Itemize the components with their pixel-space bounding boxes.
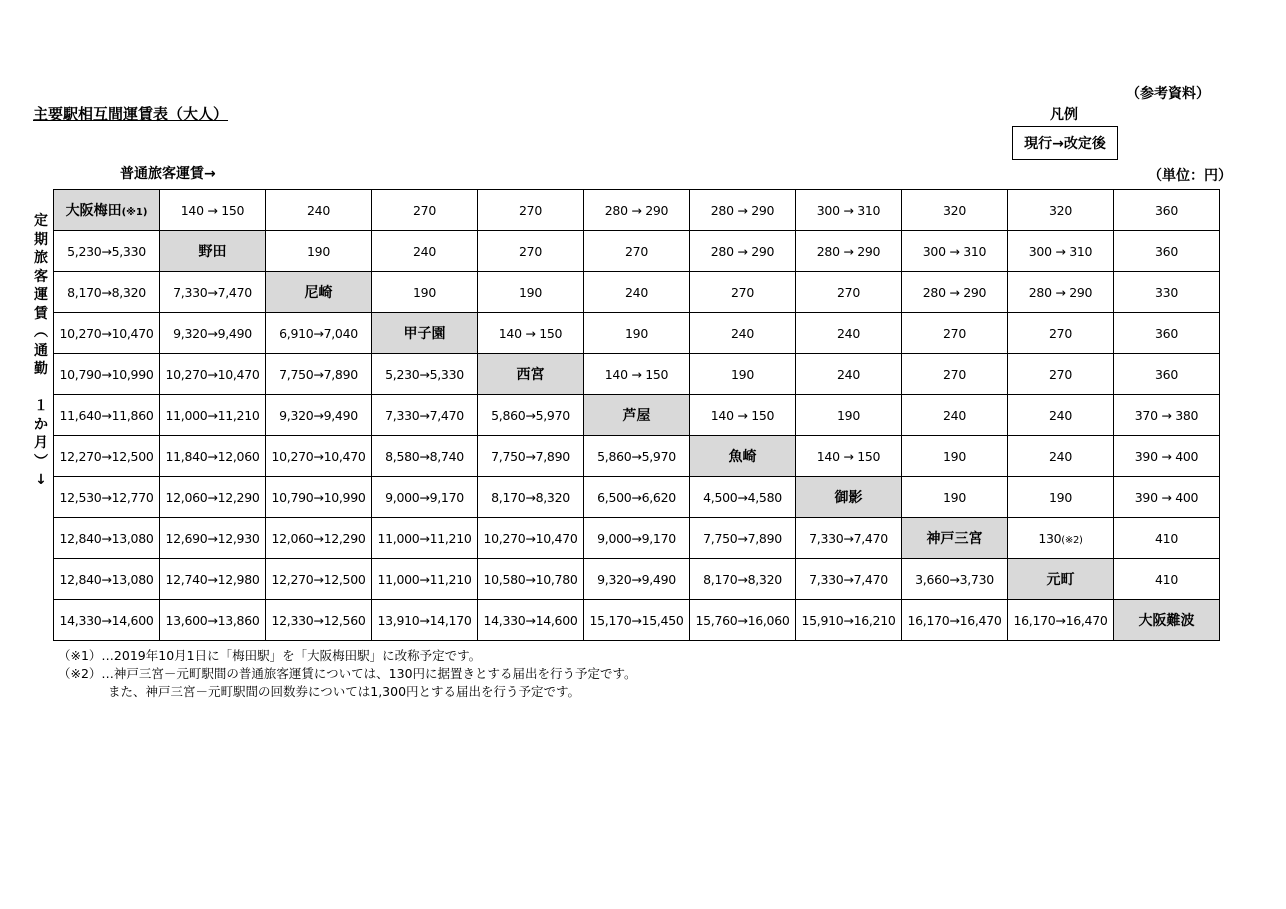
commuter-label-char: 勤 <box>34 361 48 377</box>
cell-value: 240 <box>943 407 966 423</box>
fare-cell <box>690 518 796 559</box>
fare-cell <box>796 313 902 354</box>
fare-cell <box>266 518 372 559</box>
cell-value: 140 → 150 <box>604 366 669 382</box>
cell-value: 14,330→14,600 <box>483 612 578 628</box>
fare-cell <box>1008 518 1114 559</box>
fare-cell <box>1008 436 1114 477</box>
cell-value: 10,270→10,470 <box>483 530 578 546</box>
fare-cell <box>372 600 478 641</box>
table-row <box>54 313 1220 354</box>
fare-cell <box>690 477 796 518</box>
cell-value: 300 → 310 <box>922 243 987 259</box>
cell-value: 190 <box>519 284 542 300</box>
cell-value: 390 → 400 <box>1134 448 1199 464</box>
fare-cell <box>902 477 1008 518</box>
fare-cell <box>160 190 266 231</box>
fare-cell <box>54 477 160 518</box>
fare-cell <box>1114 395 1220 436</box>
station-cell <box>902 518 1008 559</box>
station-cell <box>372 313 478 354</box>
fare-cell <box>160 436 266 477</box>
cell-value: 140 → 150 <box>710 407 775 423</box>
fare-cell <box>54 272 160 313</box>
fare-cell <box>372 518 478 559</box>
fare-cell <box>160 477 266 518</box>
cell-value: 芦屋 <box>622 408 651 424</box>
cell-value: 9,320→9,490 <box>597 571 676 587</box>
cell-value: 270 <box>1049 366 1072 382</box>
fare-cell <box>372 231 478 272</box>
fare-cell <box>372 190 478 231</box>
cell-value: 10,270→10,470 <box>271 448 366 464</box>
table-row <box>54 231 1220 272</box>
cell-value: 270 <box>943 366 966 382</box>
fare-cell <box>372 272 478 313</box>
fare-cell <box>584 600 690 641</box>
cell-value: 280 → 290 <box>710 243 775 259</box>
cell-value: 130 <box>1038 530 1062 546</box>
cell-value: 6,910→7,040 <box>279 325 358 341</box>
fare-cell <box>690 354 796 395</box>
fare-cell <box>584 559 690 600</box>
note-1: （※1）…2019年10月1日に「梅田駅」を「大阪梅田駅」に改称予定です。 <box>58 648 482 663</box>
table-row <box>54 559 1220 600</box>
cell-value: 140 → 150 <box>498 325 563 341</box>
cell-value: 5,230→5,330 <box>67 243 146 259</box>
cell-value: 320 <box>1049 202 1072 218</box>
fare-cell <box>478 600 584 641</box>
commuter-label-char: ↓ <box>35 472 47 488</box>
legend-value: 現行→改定後 <box>1024 136 1106 152</box>
cell-value: 3,660→3,730 <box>915 571 994 587</box>
footnote-marker: (※1) <box>121 207 148 218</box>
fare-cell <box>796 559 902 600</box>
cell-value: 15,170→15,450 <box>589 612 684 628</box>
cell-value: 15,760→16,060 <box>695 612 790 628</box>
table-row <box>54 190 1220 231</box>
table-row <box>54 395 1220 436</box>
fare-cell <box>584 190 690 231</box>
fare-cell <box>160 272 266 313</box>
cell-value: 7,750→7,890 <box>491 448 570 464</box>
fare-cell <box>584 313 690 354</box>
cell-value: 410 <box>1155 530 1178 546</box>
cell-value: 240 <box>1049 448 1072 464</box>
fare-cell <box>160 600 266 641</box>
station-cell <box>266 272 372 313</box>
fare-cell <box>160 313 266 354</box>
cell-value: 15,910→16,210 <box>801 612 896 628</box>
cell-value: 10,270→10,470 <box>59 325 154 341</box>
fare-cell <box>584 354 690 395</box>
cell-value: 270 <box>519 202 542 218</box>
fare-cell <box>372 477 478 518</box>
fare-table <box>53 189 1220 641</box>
fare-cell <box>796 436 902 477</box>
fare-cell <box>690 395 796 436</box>
fare-cell <box>372 559 478 600</box>
note-3: また、神戸三宮－元町駅間の回数券については1,300円とする届出を行う予定です。 <box>108 684 581 699</box>
commuter-label-char <box>32 379 50 398</box>
fare-cell <box>266 436 372 477</box>
cell-value: 280 → 290 <box>604 202 669 218</box>
cell-value: 240 <box>837 366 860 382</box>
fare-cell <box>54 518 160 559</box>
footnote-marker: (※2) <box>1061 534 1083 546</box>
cell-value: 190 <box>731 366 754 382</box>
fare-cell <box>584 518 690 559</box>
cell-value: 魚崎 <box>728 449 757 465</box>
cell-value: 240 <box>1049 407 1072 423</box>
cell-value: 280 → 290 <box>816 243 881 259</box>
fare-cell <box>54 559 160 600</box>
cell-value: 6,500→6,620 <box>597 489 676 505</box>
commuter-label-char: 旅 <box>34 250 48 266</box>
cell-value: 8,170→8,320 <box>491 489 570 505</box>
commuter-label-char: か <box>34 416 48 433</box>
cell-value: 330 <box>1155 284 1178 300</box>
cell-value: 270 <box>731 284 754 300</box>
cell-value: 240 <box>413 243 436 259</box>
cell-value: 12,330→12,560 <box>271 612 366 628</box>
cell-value: 240 <box>731 325 754 341</box>
fare-cell <box>478 395 584 436</box>
fare-cell <box>902 231 1008 272</box>
cell-value: 11,000→11,210 <box>165 407 260 423</box>
cell-value: 13,600→13,860 <box>165 612 260 628</box>
cell-value: 11,000→11,210 <box>377 530 472 546</box>
cell-value: 神戸三宮 <box>926 531 983 547</box>
fare-cell <box>1114 354 1220 395</box>
note-2: （※2）…神戸三宮－元町駅間の普通旅客運賃については、130円に据置きとする届出を行う予定です。 <box>58 666 637 681</box>
fare-cell <box>796 600 902 641</box>
fare-cell <box>266 354 372 395</box>
cell-value: 16,170→16,470 <box>907 612 1002 628</box>
fare-cell <box>1008 354 1114 395</box>
cell-value: 190 <box>943 448 966 464</box>
station-cell <box>584 395 690 436</box>
cell-value: 270 <box>413 202 436 218</box>
cell-value: 140 → 150 <box>180 202 245 218</box>
cell-value: 12,270→12,500 <box>59 448 154 464</box>
cell-value: 10,580→10,780 <box>483 571 578 587</box>
cell-value: 9,320→9,490 <box>173 325 252 341</box>
fare-cell <box>1008 231 1114 272</box>
fare-cell <box>902 313 1008 354</box>
cell-value: 190 <box>413 284 436 300</box>
cell-value: 390 → 400 <box>1134 489 1199 505</box>
fare-cell <box>478 190 584 231</box>
cell-value: 270 <box>1049 325 1072 341</box>
fare-cell <box>266 190 372 231</box>
commuter-label-char: 通 <box>34 342 48 359</box>
cell-value: 元町 <box>1046 572 1075 588</box>
station-cell <box>54 190 160 231</box>
cell-value: 410 <box>1155 571 1178 587</box>
fare-cell <box>690 559 796 600</box>
commuter-label-char: ︵ <box>34 324 48 340</box>
cell-value: 240 <box>307 202 330 218</box>
fare-cell <box>902 272 1008 313</box>
fare-cell <box>584 272 690 313</box>
fare-cell <box>478 436 584 477</box>
fare-cell <box>54 313 160 354</box>
fare-cell <box>478 559 584 600</box>
cell-value: 320 <box>943 202 966 218</box>
fare-cell <box>902 354 1008 395</box>
commuter-label-char: 客 <box>34 268 48 285</box>
fare-cell <box>1114 231 1220 272</box>
fare-cell <box>796 272 902 313</box>
fare-cell <box>584 436 690 477</box>
cell-value: 7,750→7,890 <box>279 366 358 382</box>
cell-value: 大阪難波 <box>1138 613 1195 629</box>
cell-value: 野田 <box>198 244 227 260</box>
fare-cell <box>478 477 584 518</box>
station-cell <box>1008 559 1114 600</box>
fare-cell <box>266 559 372 600</box>
commuter-label-char: 定 <box>34 213 48 229</box>
cell-value: 280 → 290 <box>1028 284 1093 300</box>
fare-cell <box>902 190 1008 231</box>
fare-cell <box>54 231 160 272</box>
legend-label: 凡例 <box>1050 107 1078 123</box>
commuter-label-char: 月 <box>34 435 48 451</box>
cell-value: 360 <box>1155 243 1178 259</box>
cell-value: 西宮 <box>516 367 545 383</box>
fare-cell <box>1114 518 1220 559</box>
cell-value: 360 <box>1155 325 1178 341</box>
fare-cell <box>690 190 796 231</box>
cell-value: 190 <box>1049 489 1072 505</box>
cell-value: 12,530→12,770 <box>59 489 154 505</box>
fare-cell <box>266 477 372 518</box>
cell-value: 4,500→4,580 <box>703 489 782 505</box>
commuter-label-char: 期 <box>34 231 48 248</box>
cell-value: 5,860→5,970 <box>491 407 570 423</box>
cell-value: 270 <box>519 243 542 259</box>
fare-cell <box>266 600 372 641</box>
fare-cell <box>690 272 796 313</box>
fare-cell <box>1008 477 1114 518</box>
fare-cell <box>478 313 584 354</box>
fare-cell <box>54 354 160 395</box>
fare-cell <box>478 518 584 559</box>
station-cell <box>690 436 796 477</box>
cell-value: 190 <box>625 325 648 341</box>
fare-cell <box>902 559 1008 600</box>
fare-cell <box>160 559 266 600</box>
cell-value: 360 <box>1155 202 1178 218</box>
table-row <box>54 436 1220 477</box>
cell-value: 大阪梅田 <box>65 203 122 219</box>
cell-value: 甲子園 <box>403 326 446 342</box>
cell-value: 270 <box>625 243 648 259</box>
cell-value: 190 <box>943 489 966 505</box>
cell-value: 13,910→14,170 <box>377 612 472 628</box>
fare-cell <box>584 231 690 272</box>
fare-cell <box>266 231 372 272</box>
cell-value: 240 <box>837 325 860 341</box>
cell-value: 280 → 290 <box>710 202 775 218</box>
table-row <box>54 354 1220 395</box>
fare-cell <box>372 354 478 395</box>
regular-fare-label: 普通旅客運賃→ <box>120 166 216 182</box>
fare-cell <box>1008 272 1114 313</box>
cell-value: 370 → 380 <box>1134 407 1199 423</box>
commuter-label-char: ︶ <box>34 453 48 470</box>
cell-value: 270 <box>837 284 860 300</box>
cell-value: 16,170→16,470 <box>1013 612 1108 628</box>
fare-cell <box>372 395 478 436</box>
cell-value: 7,330→7,470 <box>809 530 888 546</box>
fare-cell <box>902 395 1008 436</box>
cell-value: 10,790→10,990 <box>271 489 366 505</box>
cell-value: 12,060→12,290 <box>271 530 366 546</box>
fare-cell <box>1008 395 1114 436</box>
commuter-label-char: 運 <box>34 287 48 303</box>
fare-cell <box>160 354 266 395</box>
cell-value: 240 <box>625 284 648 300</box>
cell-value: 9,000→9,170 <box>385 489 464 505</box>
cell-value: 8,580→8,740 <box>385 448 464 464</box>
fare-cell <box>796 518 902 559</box>
page-title: 主要駅相互間運賃表（大人） <box>33 105 229 123</box>
cell-value: 12,270→12,500 <box>271 571 366 587</box>
fare-cell <box>1008 190 1114 231</box>
cell-value: 12,840→13,080 <box>59 530 154 546</box>
station-cell <box>1114 600 1220 641</box>
cell-value: 12,840→13,080 <box>59 571 154 587</box>
station-cell <box>160 231 266 272</box>
fare-cell <box>796 231 902 272</box>
fare-cell <box>796 395 902 436</box>
cell-value: 12,060→12,290 <box>165 489 260 505</box>
cell-value: 12,740→12,980 <box>165 571 260 587</box>
table-row <box>54 272 1220 313</box>
fare-cell <box>266 313 372 354</box>
fare-cell <box>690 313 796 354</box>
station-cell <box>796 477 902 518</box>
cell-value: 300 → 310 <box>816 202 881 218</box>
commuter-label-char: １ <box>34 398 48 414</box>
cell-value: 190 <box>307 243 330 259</box>
fare-cell <box>1114 190 1220 231</box>
table-row <box>54 600 1220 641</box>
cell-value: 7,330→7,470 <box>173 284 252 300</box>
cell-value: 9,000→9,170 <box>597 530 676 546</box>
fare-cell <box>1114 313 1220 354</box>
cell-value: 11,000→11,210 <box>377 571 472 587</box>
cell-value: 280 → 290 <box>922 284 987 300</box>
fare-cell <box>478 231 584 272</box>
notes <box>58 647 637 701</box>
cell-value: 10,270→10,470 <box>165 366 260 382</box>
cell-value: 8,170→8,320 <box>67 284 146 300</box>
cell-value: 300 → 310 <box>1028 243 1093 259</box>
fare-cell <box>1114 477 1220 518</box>
cell-value: 12,690→12,930 <box>165 530 260 546</box>
fare-cell <box>54 395 160 436</box>
fare-cell <box>160 395 266 436</box>
fare-cell <box>478 272 584 313</box>
cell-value: 7,330→7,470 <box>385 407 464 423</box>
cell-value: 270 <box>943 325 966 341</box>
fare-cell <box>690 600 796 641</box>
cell-value: 10,790→10,990 <box>59 366 154 382</box>
cell-value: 5,860→5,970 <box>597 448 676 464</box>
fare-cell <box>54 436 160 477</box>
fare-cell <box>796 190 902 231</box>
fare-cell <box>1008 600 1114 641</box>
fare-cell <box>54 600 160 641</box>
cell-value: 14,330→14,600 <box>59 612 154 628</box>
station-cell <box>478 354 584 395</box>
fare-cell <box>1008 313 1114 354</box>
cell-value: 8,170→8,320 <box>703 571 782 587</box>
fare-cell <box>1114 559 1220 600</box>
cell-value: 7,330→7,470 <box>809 571 888 587</box>
cell-value: 190 <box>837 407 860 423</box>
legend-box <box>1012 126 1118 160</box>
fare-cell <box>796 354 902 395</box>
commuter-label-char: 賃 <box>34 305 48 322</box>
cell-value: 360 <box>1155 366 1178 382</box>
fare-cell <box>266 395 372 436</box>
table-row <box>54 477 1220 518</box>
cell-value: 御影 <box>834 490 863 506</box>
fare-cell <box>690 231 796 272</box>
cell-value: 5,230→5,330 <box>385 366 464 382</box>
table-row <box>54 518 1220 559</box>
reference-label: （参考資料） <box>1126 86 1210 102</box>
commuter-pass-label <box>32 212 50 490</box>
cell-value: 尼崎 <box>304 285 333 301</box>
cell-value: 140 → 150 <box>816 448 881 464</box>
fare-cell <box>584 477 690 518</box>
cell-value: 11,840→12,060 <box>165 448 260 464</box>
fare-cell <box>902 436 1008 477</box>
fare-cell <box>1114 272 1220 313</box>
cell-value: 7,750→7,890 <box>703 530 782 546</box>
unit-label: （単位：円） <box>1148 168 1232 184</box>
fare-cell <box>1114 436 1220 477</box>
fare-cell <box>160 518 266 559</box>
cell-value: 9,320→9,490 <box>279 407 358 423</box>
fare-cell <box>372 436 478 477</box>
fare-cell <box>902 600 1008 641</box>
cell-value: 11,640→11,860 <box>59 407 154 423</box>
